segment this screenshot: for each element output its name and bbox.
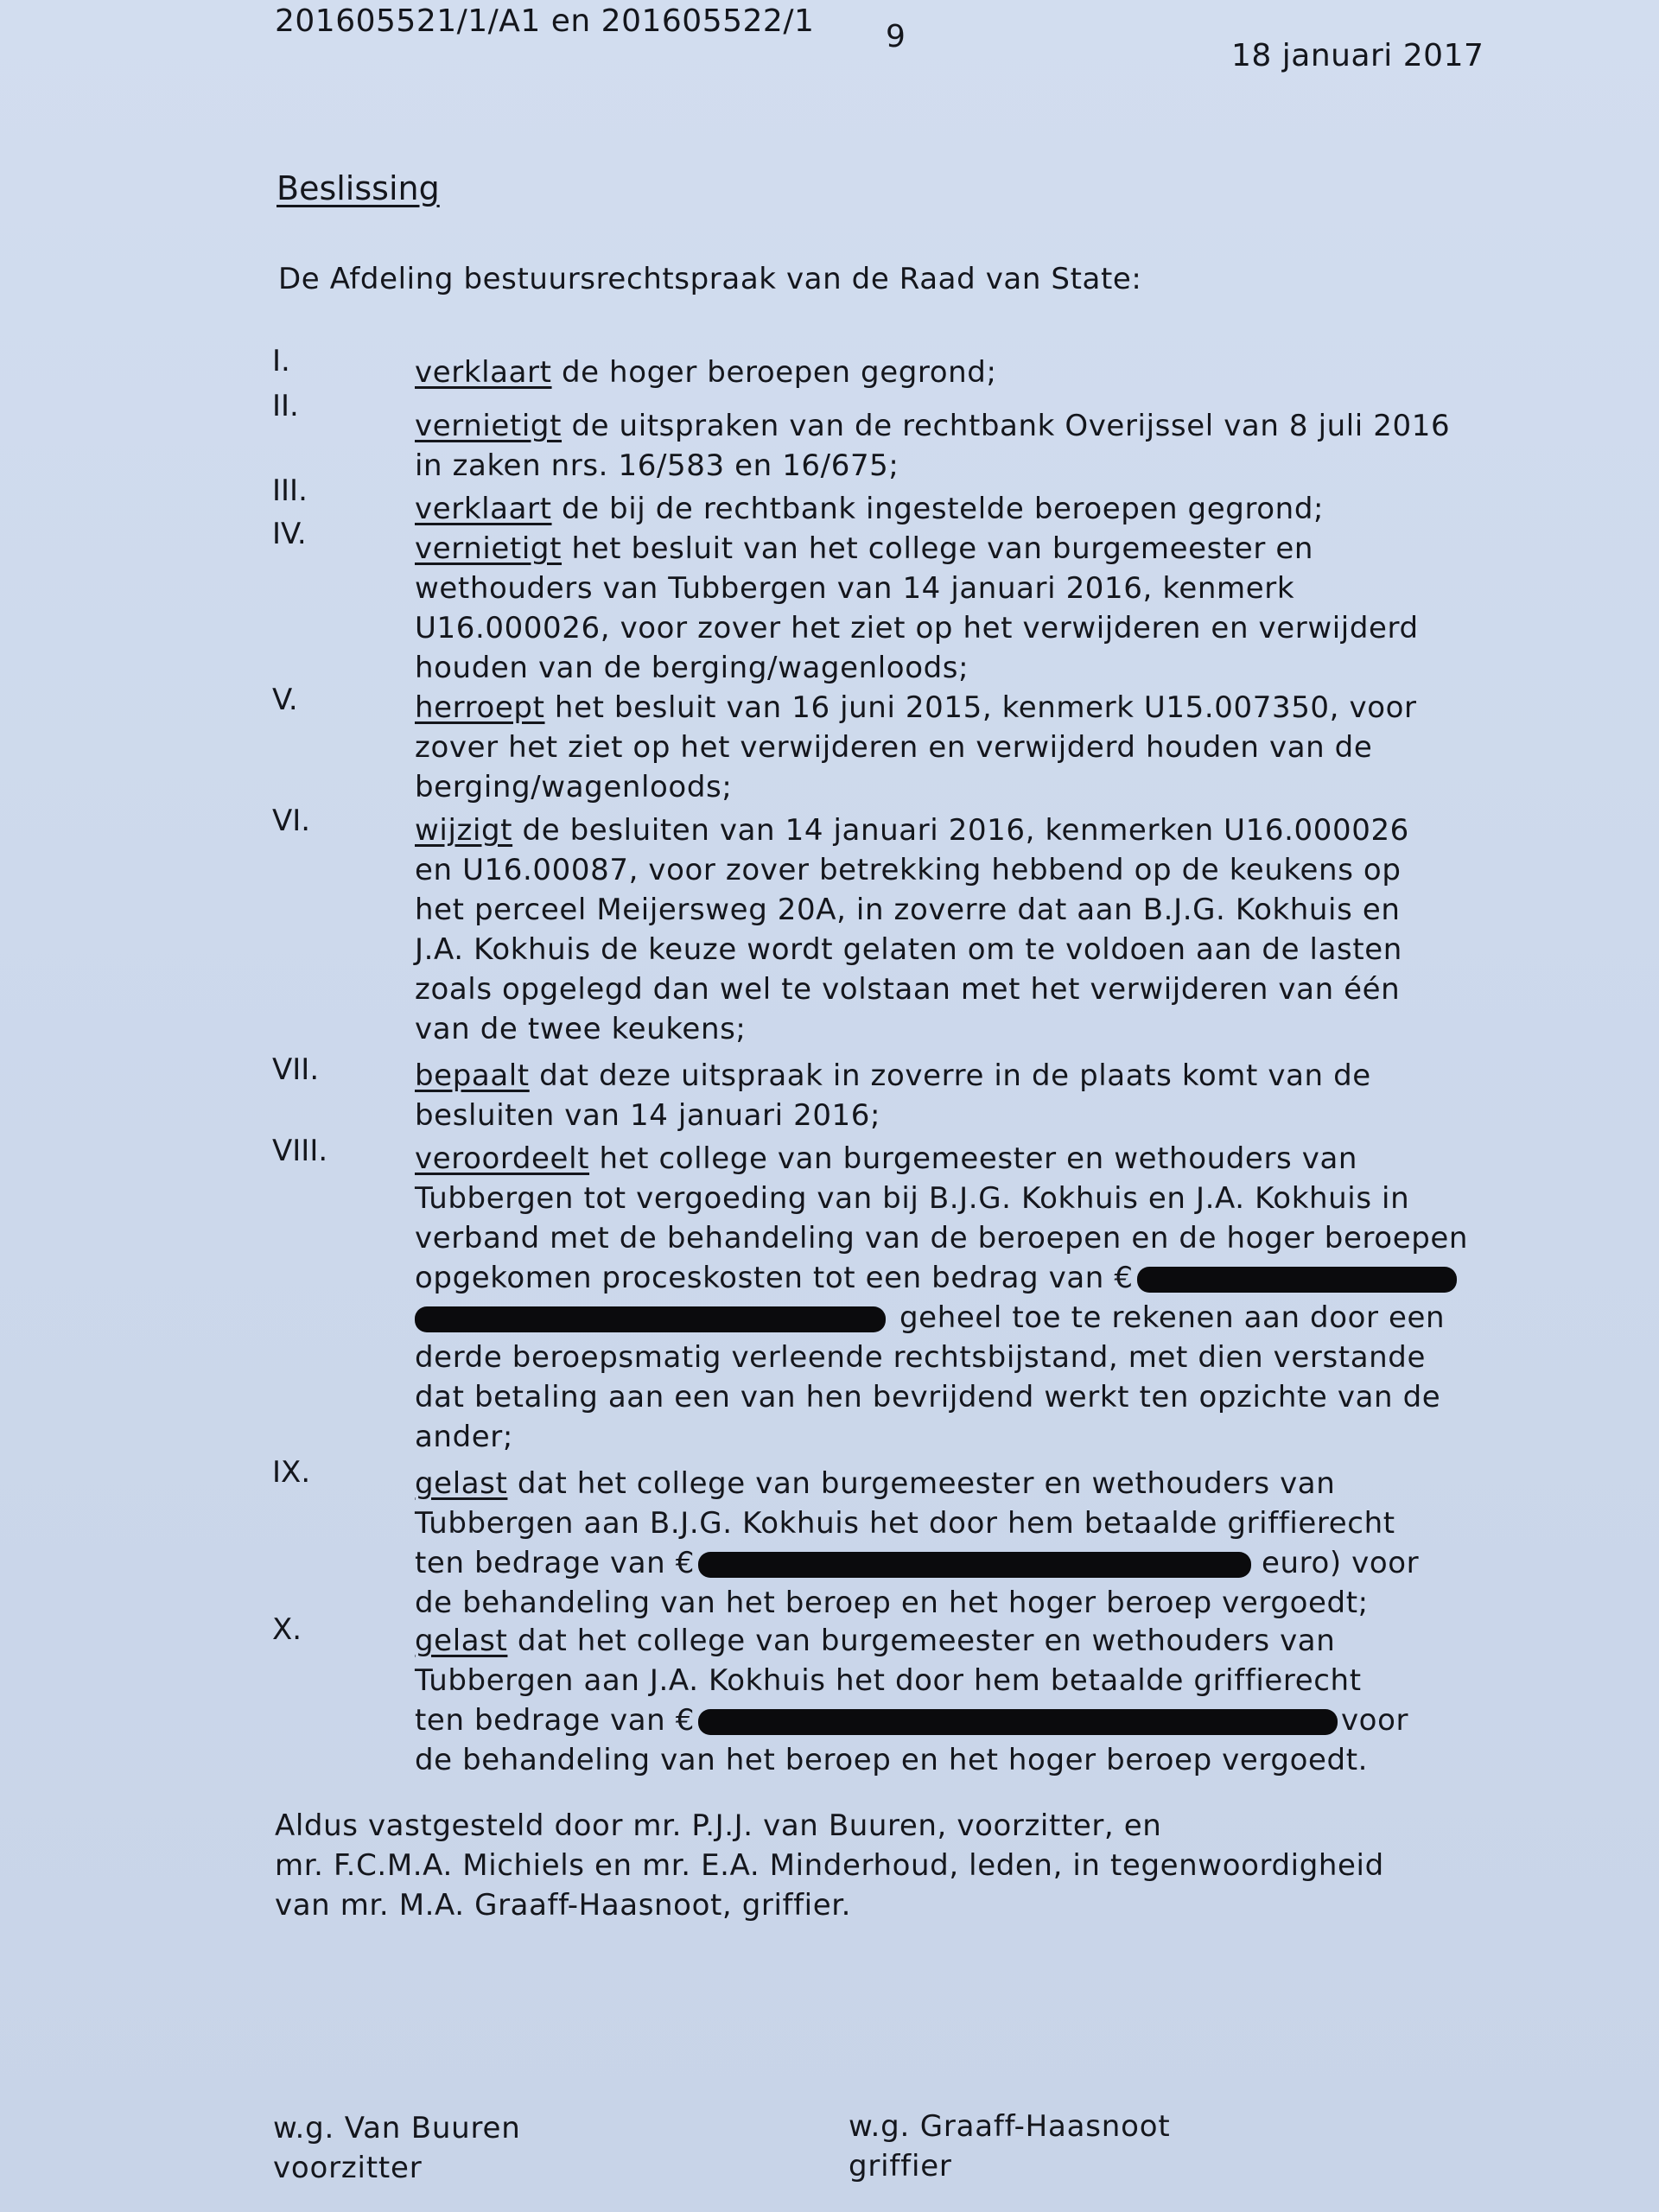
closing-line: Aldus vastgesteld door mr. P.J.J. van Buuren, voorzitter, en [275, 1808, 1162, 1843]
item-line: zoals opgelegd dan wel te volstaan met het verwijderen van één [415, 972, 1401, 1007]
intro-text: De Afdeling bestuursrechtspraak van de Raad van State: [278, 262, 1142, 296]
item-line: Tubbergen aan J.A. Kokhuis het door hem betaalde griffierecht [415, 1663, 1362, 1698]
decision-item [415, 1464, 1469, 1623]
document-date: 18 januari 2017 [1231, 38, 1484, 73]
decision-item [415, 489, 1469, 529]
item-number: X. [272, 1612, 302, 1647]
item-number: IX. [272, 1455, 311, 1490]
item-number: VIII. [272, 1134, 328, 1168]
item-line: het college van burgemeester en wethouders van [589, 1141, 1358, 1176]
item-verb: wijzigt [415, 813, 513, 848]
item-line: en U16.00087, voor zover betrekking hebbend op de keukens op [415, 853, 1402, 887]
item-line: ten bedrage van € [415, 1703, 695, 1738]
item-line: de bij de rechtbank ingestelde beroepen gegrond; [551, 492, 1325, 526]
item-line: besluiten van 14 januari 2016; [415, 1098, 881, 1133]
item-number: III. [272, 474, 308, 508]
signature-role: voorzitter [273, 2151, 423, 2185]
item-line: berging/wagenloods; [415, 770, 733, 804]
decision-item [415, 1056, 1469, 1135]
item-line: opgekomen proceskosten tot een bedrag van € [415, 1261, 1134, 1295]
page-number: 9 [886, 19, 906, 54]
item-line: dat het college van burgemeester en wethouders van [507, 1466, 1336, 1501]
redaction-bar [698, 1709, 1338, 1735]
item-line: de besluiten van 14 januari 2016, kenmerken U16.000026 [512, 813, 1409, 848]
item-line: van de twee keukens; [415, 1012, 747, 1046]
item-line: dat betaling aan een van hen bevrijdend werkt ten opzichte van de [415, 1380, 1441, 1414]
item-number: IV. [272, 517, 307, 551]
item-verb: herroept [415, 690, 545, 725]
redaction-bar [1137, 1267, 1457, 1293]
item-line: derde beroepsmatig verleende rechtsbijstand, met dien verstande [415, 1340, 1426, 1375]
item-verb: verklaart [415, 355, 552, 390]
item-verb: veroordeelt [415, 1141, 590, 1176]
item-line: dat het college van burgemeester en wethouders van [507, 1624, 1336, 1658]
item-line: in zaken nrs. 16/583 en 16/675; [415, 448, 899, 483]
item-line: J.A. Kokhuis de keuze wordt gelaten om te voldoen aan de lasten [415, 932, 1402, 967]
item-line: de hoger beroepen gegrond; [551, 355, 997, 390]
item-verb: gelast [415, 1624, 508, 1658]
item-line: houden van de berging/wagenloods; [415, 651, 969, 685]
decision-item [415, 688, 1469, 807]
signature-chairman [273, 2108, 521, 2188]
item-verb: gelast [415, 1466, 508, 1501]
item-line: verband met de behandeling van de beroepen en de hoger beroepen [415, 1221, 1469, 1255]
item-line: ten bedrage van € [415, 1546, 695, 1580]
decision-item [415, 353, 1469, 392]
signature-registrar [849, 2107, 1170, 2186]
decision-item [415, 1621, 1469, 1780]
item-line: ander; [415, 1420, 513, 1454]
item-line: het perceel Meijersweg 20A, in zoverre dat aan B.J.G. Kokhuis en [415, 893, 1401, 927]
item-verb: bepaalt [415, 1058, 530, 1093]
closing-text [275, 1806, 1384, 1925]
signature-role: griffier [849, 2149, 952, 2183]
item-line: Tubbergen aan B.J.G. Kokhuis het door hem betaalde griffierecht [415, 1506, 1395, 1541]
item-line: het besluit van 16 juni 2015, kenmerk U15.007350, voor [544, 690, 1417, 725]
item-line: euro) voor [1261, 1546, 1420, 1580]
item-verb: vernietigt [415, 409, 563, 443]
item-line: zover het ziet op het verwijderen en verwijderd houden van de [415, 730, 1373, 765]
item-line: wethouders van Tubbergen van 14 januari 2016, kenmerk [415, 571, 1295, 606]
case-numbers: 201605521/1/A1 en 201605522/1 [275, 3, 815, 39]
item-line: Tubbergen tot vergoeding van bij B.J.G. Kokhuis en J.A. Kokhuis in [415, 1181, 1410, 1216]
signature-name: w.g. Graaff-Haasnoot [849, 2109, 1171, 2144]
item-line: de behandeling van het beroep en het hoger beroep vergoedt. [415, 1743, 1369, 1777]
item-verb: vernietigt [415, 531, 563, 566]
item-number: VII. [272, 1052, 320, 1087]
redaction-bar [698, 1552, 1251, 1578]
decision-item [415, 810, 1469, 1049]
item-line: het besluit van het college van burgemeester en [562, 531, 1314, 566]
item-line: voor [1340, 1703, 1409, 1738]
decision-item [415, 1139, 1469, 1457]
item-line: dat deze uitspraak in zoverre in de plaats komt van de [529, 1058, 1371, 1093]
closing-line: mr. F.C.M.A. Michiels en mr. E.A. Minderhoud, leden, in tegenwoordigheid [275, 1848, 1384, 1883]
item-number: VI. [272, 804, 311, 838]
closing-line: van mr. M.A. Graaff-Haasnoot, griffier. [275, 1888, 852, 1923]
item-number: V. [272, 683, 298, 717]
item-line: de behandeling van het beroep en het hoger beroep vergoedt; [415, 1586, 1369, 1620]
item-verb: verklaart [415, 492, 552, 526]
item-line: geheel toe te rekenen aan door een [899, 1300, 1446, 1335]
decision-item [415, 529, 1469, 688]
redaction-bar [415, 1306, 886, 1332]
section-heading: Beslissing [276, 169, 440, 207]
item-line: de uitspraken van de rechtbank Overijssel van 8 juli 2016 [562, 409, 1451, 443]
item-number: II. [272, 389, 299, 423]
signature-name: w.g. Van Buuren [273, 2111, 521, 2145]
item-number: I. [272, 344, 290, 378]
item-line: U16.000026, voor zover het ziet op het verwijderen en verwijderd [415, 611, 1419, 645]
decision-item [415, 406, 1469, 486]
